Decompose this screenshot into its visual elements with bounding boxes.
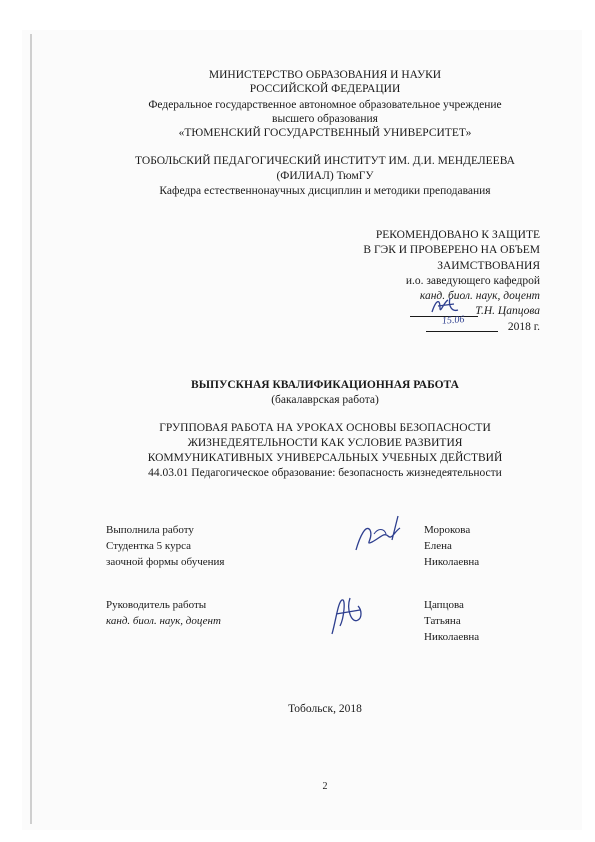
approval-year: 2018 г. bbox=[507, 321, 540, 333]
approval-line-1: РЕКОМЕНДОВАНО К ЗАЩИТЕ bbox=[375, 229, 540, 241]
university-name: «ТЮМЕНСКИЙ ГОСУДАРСТВЕННЫЙ УНИВЕРСИТЕТ» bbox=[178, 127, 472, 139]
supervisor-label-1: Руководитель работы bbox=[106, 599, 207, 611]
student-label-1: Выполнила работу bbox=[106, 524, 194, 536]
work-title-line-2: ЖИЗНЕДЕЯТЕЛЬНОСТИ КАК УСЛОВИЕ РАЗВИТИЯ bbox=[187, 437, 463, 449]
city-year: Тобольск, 2018 bbox=[288, 703, 362, 715]
work-type: ВЫПУСКНАЯ КВАЛИФИКАЦИОННАЯ РАБОТА bbox=[191, 379, 459, 391]
approval-name: Т.Н. Цапцова bbox=[475, 305, 540, 317]
federation-line: РОССИЙСКОЙ ФЕДЕРАЦИИ bbox=[249, 83, 401, 95]
approval-line-2: В ГЭК И ПРОВЕРЕНО НА ОБЪЕМ bbox=[363, 244, 540, 256]
ministry-line: МИНИСТЕРСТВО ОБРАЗОВАНИЯ И НАУКИ bbox=[208, 69, 442, 81]
student-surname: Морокова bbox=[424, 524, 471, 536]
page-number: 2 bbox=[322, 781, 328, 792]
supervisor-surname: Цапцова bbox=[424, 599, 464, 611]
student-patronymic: Николаевна bbox=[424, 556, 480, 568]
approval-degree: канд. биол. наук, доцент bbox=[419, 290, 540, 302]
work-title-line-1: ГРУППОВАЯ РАБОТА НА УРОКАХ ОСНОВЫ БЕЗОПАСНОСТИ bbox=[159, 422, 491, 434]
supervisor-signature-icon bbox=[322, 590, 368, 640]
institution-type-line-1: Федеральное государственное автономное образовательное учреждение bbox=[148, 99, 502, 111]
approval-role: и.о. заведующего кафедрой bbox=[405, 275, 540, 287]
supervisor-label-2: канд. биол. наук, доцент bbox=[106, 615, 221, 627]
department-name: Кафедра естественнонаучных дисциплин и методики преподавания bbox=[159, 185, 491, 197]
approval-handwritten-date: 15.06 bbox=[441, 314, 465, 327]
work-specialty: 44.03.01 Педагогическое образование: безопасность жизнедеятельности bbox=[148, 467, 502, 479]
work-title-line-3: КОММУНИКАТИВНЫХ УНИВЕРСАЛЬНЫХ УЧЕБНЫХ ДЕЙСТВИЙ bbox=[147, 452, 503, 464]
supervisor-patronymic: Николаевна bbox=[424, 631, 480, 643]
institution-type-line-2: высшего образования bbox=[272, 113, 378, 125]
approval-line-3: ЗАИМСТВОВАНИЯ bbox=[437, 260, 540, 272]
student-label-2: Студентка 5 курса bbox=[106, 540, 191, 552]
student-label-3: заочной формы обучения bbox=[106, 556, 225, 568]
institute-name: ТОБОЛЬСКИЙ ПЕДАГОГИЧЕСКИЙ ИНСТИТУТ ИМ. Д.И. МЕНДЕЛЕЕВА bbox=[135, 155, 515, 167]
student-signature-icon bbox=[348, 510, 412, 556]
scan-edge-shadow bbox=[30, 34, 32, 824]
work-subtype: (бакалаврская работа) bbox=[271, 394, 379, 406]
student-first-name: Елена bbox=[424, 540, 452, 552]
supervisor-first-name: Татьяна bbox=[424, 615, 461, 627]
branch-name: (ФИЛИАЛ) ТюмГУ bbox=[276, 170, 374, 182]
